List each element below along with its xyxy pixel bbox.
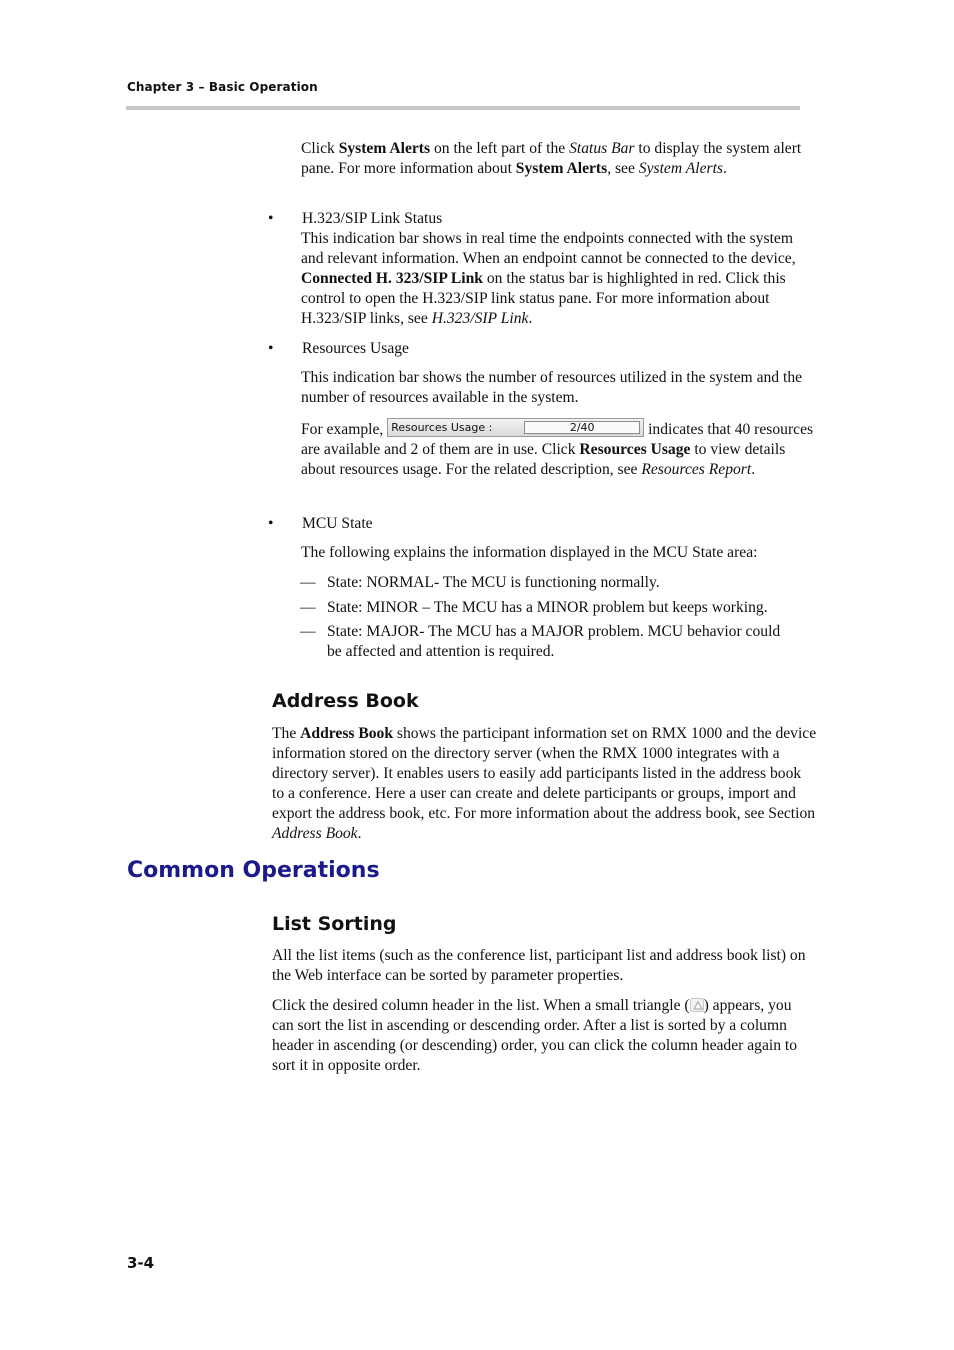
italic-run: Address Book	[272, 825, 358, 842]
resources-usage-value: 2/40	[524, 421, 640, 434]
h323-title: H.323/SIP Link Status	[302, 210, 443, 227]
sort-triangle-icon	[690, 998, 704, 1012]
mcu-intro: The following explains the information displayed in the MCU State area:	[301, 544, 758, 561]
text-run: The	[272, 725, 301, 742]
resources-paragraph-1: This indication bar shows the number of resources utilized in the system and the number of resources available in the system.	[301, 369, 803, 406]
text-run: ) appears, you can sort the list in ascending or descending order. After a list is sorted by a column header in ascending (or descending) order, you can click the column header again to sort it in opposite order.	[272, 997, 798, 1074]
bold-run: Resources Usage	[579, 441, 691, 458]
list-sorting-paragraph-1: All the list items (such as the conference list, participant list and address book list) on the Web interface can be sorted by parameter properties.	[272, 947, 806, 984]
text-run: to display the system alert pane. For more information about	[301, 140, 802, 177]
h323-paragraph	[301, 229, 816, 329]
text-run: shows the participant information set on RMX 1000 and the device information stored on the directory server (when the RMX 1000 integrates with a directory server). It enables users to easily add participants listed in the address book to a conference. Here a user can create and delete participants or groups, import and export the address book, etc. For more information about the address book, see Section	[272, 725, 817, 822]
bullet-glyph: •	[268, 210, 274, 227]
italic-run: System Alerts	[638, 160, 723, 177]
dash-glyph: —	[300, 623, 316, 640]
text-run: on the left part of the	[430, 140, 570, 157]
system-alerts-paragraph	[301, 139, 823, 179]
mcu-title: MCU State	[302, 515, 373, 532]
resources-paragraph-2	[301, 418, 823, 480]
text-run: Click the desired column header in the list. When a small triangle (	[272, 997, 690, 1014]
text-run: .	[751, 461, 756, 478]
resources-usage-label: Resources Usage :	[391, 421, 493, 434]
address-book-paragraph	[272, 724, 817, 844]
text-run: , see	[607, 160, 639, 177]
bold-run: System Alerts	[515, 160, 608, 177]
resources-title: Resources Usage	[302, 340, 409, 357]
page-number: 3-4	[127, 1254, 155, 1272]
address-book-heading: Address Book	[272, 690, 419, 712]
text-run: .	[357, 825, 362, 842]
common-operations-heading: Common Operations	[127, 858, 380, 883]
mcu-state-item: State: MINOR – The MCU has a MINOR problem but keeps working.	[327, 599, 768, 616]
text-run: This indication bar shows in real time the endpoints connected with the system and relevant information. When an endpoint cannot be connected to the device,	[301, 230, 796, 267]
italic-run: H.323/SIP Link	[431, 310, 529, 327]
header-rule	[126, 106, 800, 110]
text-run: to view details about resources usage. For the related description, see	[301, 441, 786, 478]
bullet-glyph: •	[268, 340, 274, 357]
mcu-state-item: State: NORMAL- The MCU is functioning normally.	[327, 574, 660, 591]
text-run: .	[722, 160, 727, 177]
bold-run: Connected H. 323/SIP Link	[301, 270, 483, 287]
text-run: indicates that 40 resources are available and 2 of them are in use. Click	[301, 421, 814, 458]
text-run: Click	[301, 140, 339, 157]
list-sorting-paragraph-2	[272, 996, 817, 1076]
bold-run: Address Book	[300, 725, 394, 742]
bold-run: System Alerts	[338, 140, 431, 157]
dash-glyph: —	[300, 574, 316, 591]
list-sorting-heading: List Sorting	[272, 913, 397, 935]
bullet-glyph: •	[268, 515, 274, 532]
mcu-state-item: State: MAJOR- The MCU has a MAJOR problem. MCU behavior could be affected and attention is required.	[327, 623, 781, 660]
text-run: .	[528, 310, 533, 327]
text-run: For example,	[301, 421, 388, 438]
italic-run: Resources Report	[641, 461, 752, 478]
dash-glyph: —	[300, 599, 316, 616]
text-run: on the status bar is highlighted in red. Click this control to open the H.323/SIP link status pane. For more information about H.323/SIP links, see	[301, 270, 786, 327]
italic-run: Status Bar	[569, 140, 635, 157]
chapter-header: Chapter 3 – Basic Operation	[127, 80, 318, 94]
resources-usage-bar	[387, 418, 644, 437]
